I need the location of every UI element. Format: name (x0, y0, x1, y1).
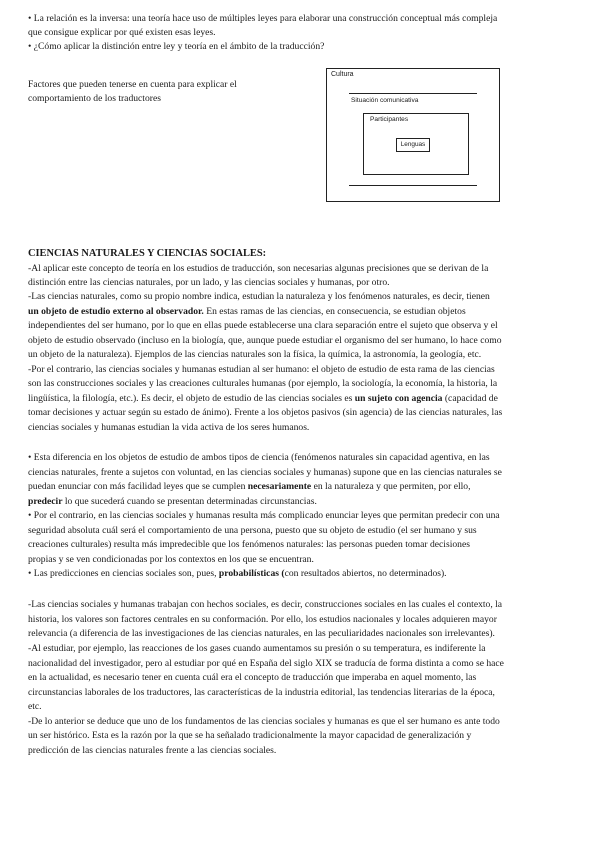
s3-line: -Las ciencias sociales y humanas trabajan con hechos sociales, es decir, construcciones sociales en las cuales el contexto, la (28, 599, 503, 610)
bullet-relation-line-1: • La relación es la inversa: una teoría hace uso de múltiples leyes para elaborar una construcción conceptual más compleja (28, 13, 498, 24)
s2-line: predecir lo que sucederá cuando se presentan determinadas circunstancias. (28, 496, 317, 507)
bold-phrase: predecir (28, 496, 63, 507)
s1-line: lingüística, la filología, etc.). Es decir, el objeto de estudio de las ciencias sociales es un sujeto con agencia (capacidad de (28, 393, 498, 404)
bullet-question: • ¿Cómo aplicar la distinción entre ley y teoría en el ámbito de la traducción? (28, 41, 325, 52)
s3-line: en la actualidad, es necesario tener en cuenta cuál era el concepto de traducción que imperaba en aquel momento, las (28, 672, 477, 683)
s2-line: ciencias naturales, frente a sujetos con voluntad, en las ciencias sociales y humanas) supone que en las ciencias naturales se (28, 467, 502, 478)
bold-phrase: necesariamente (247, 481, 312, 492)
s2-line: • Las predicciones en ciencias sociales son, pues, probabilísticas (con resultados abiertos, no determinados). (28, 568, 447, 579)
diagram-label-lenguas: Lenguas (400, 141, 426, 148)
diagram-box-participantes (363, 113, 469, 175)
diagram-label-participantes: Participantes (370, 116, 409, 123)
s3-line: etc. (28, 701, 42, 712)
s3-line: -De lo anterior se deduce que uno de los fundamentos de las ciencias sociales y humanas es que el ser humano es ante todo (28, 716, 500, 727)
s3-line: relevancia (a diferencia de las investigaciones de las ciencias naturales, en las peculiaridades nacionales son irrelevantes). (28, 628, 495, 639)
factors-line-2: comportamiento de los traductores (28, 93, 161, 105)
s3-line: historia, los valores son factores centrales en su conformación. Por ello, los estudios nacionales y locales adquieren mayor (28, 614, 497, 625)
factors-text (28, 78, 298, 107)
diagram-divider-top (349, 93, 477, 94)
factors-line-1: Factores que pueden tenerse en cuenta para explicar el (28, 79, 237, 90)
bold-phrase: probabilísticas ( (218, 568, 285, 579)
s3-line: predicción de las ciencias naturales frente a las ciencias sociales. (28, 745, 277, 756)
diagram-box-lenguas (396, 138, 430, 152)
s2-line: • Esta diferencia en los objetos de estudio de ambos tipos de ciencia (fenómenos naturales sin capacidad agentiva, en las (28, 452, 490, 463)
s1-line: -Al aplicar este concepto de teoría en los estudios de traducción, son necesarias algunas precisiones que se derivan de la (28, 263, 489, 274)
s1-line: un objeto de la naturaleza). Ejemplos de las ciencias naturales son la física, la química, la astronomía, la geología, etc. (28, 349, 482, 360)
diagram-divider-bottom (349, 185, 477, 186)
section-heading: CIENCIAS NATURALES Y CIENCIAS SOCIALES: (28, 248, 267, 259)
s1-line: objeto de estudio observado (incluso en la biología, que, aunque puede estudiar el organismo del ser humano, lo hace como (28, 335, 502, 346)
diagram-label-situacion: Situación comunicativa (351, 97, 419, 104)
s1-line: ciencias sociales y humanas estudian la vida activa de los seres humanos. (28, 422, 310, 433)
s1-line: un objeto de estudio externo al observador. En estas ramas de las ciencias, en consecuencia, se estudian objetos (28, 306, 466, 317)
s2-line: seguridad absoluta cuál será el comportamiento de una persona, puesto que su objeto de estudio (el ser humano y sus (28, 525, 477, 536)
s3-line: circunstancias laborales de los traductores, las características de la industria editorial, las tendencias literarias de la época, (28, 687, 495, 698)
s2-line: propias y se ven condicionadas por los contextos en los que se encuentran. (28, 554, 314, 565)
s2-line: puedan enunciar con más facilidad leyes que se cumplen necesariamente en la naturaleza y que permiten, por ello, (28, 481, 471, 492)
s3-line: un ser histórico. Esta es la razón por la que se ha señalado tradicionalmente la mayor capacidad de generalización y (28, 730, 472, 741)
s1-line: -Las ciencias naturales, como su propio nombre indica, estudian la naturaleza y los fenómenos naturales, es decir, tienen (28, 291, 490, 302)
bullet-relation-line-2: que consigue explicar por qué existen esas leyes. (28, 27, 216, 38)
s2-line: • Por el contrario, en las ciencias sociales y humanas resulta más complicado enunciar leyes que permitan predecir con una (28, 510, 500, 521)
s1-line: -Por el contrario, las ciencias sociales y humanas estudian al ser humano: el objeto de estudio de esta rama de las ciencias (28, 364, 495, 375)
s1-line: tomar decisiones y actuar según su estado de ánimo). Frente a los objetos pasivos (sin agencia) de las ciencias naturales, las (28, 407, 503, 418)
s3-line: nacionalidad del investigador, pero al estudiar por qué en España del siglo XIX se traducía de forma distinta a como se hace (28, 658, 504, 669)
s1-line: independientes del ser humano, por lo que en ellas puede establecerse una clara separación entre el sujeto que observa y el (28, 320, 498, 331)
s1-line: son las construcciones sociales y las creaciones culturales humanas (por ejemplo, la sociología, la economía, la historia, la (28, 378, 498, 389)
diagram-label-cultura: Cultura (331, 71, 354, 78)
s3-line: -Al estudiar, por ejemplo, las reacciones de los gases cuando aumentamos su presión o su temperatura, es indiferente la (28, 643, 486, 654)
s2-line: creaciones culturales) resulta más impredecible que los fenómenos naturales: las personas pueden tomar decisiones (28, 539, 470, 550)
bold-phrase: un sujeto con agencia (354, 393, 443, 404)
factors-diagram (326, 68, 500, 202)
s1-line: distinción entre las ciencias naturales, por un lado, y las ciencias sociales y humanas, por otro. (28, 277, 390, 288)
bold-phrase: un objeto de estudio externo al observador. (28, 306, 204, 317)
